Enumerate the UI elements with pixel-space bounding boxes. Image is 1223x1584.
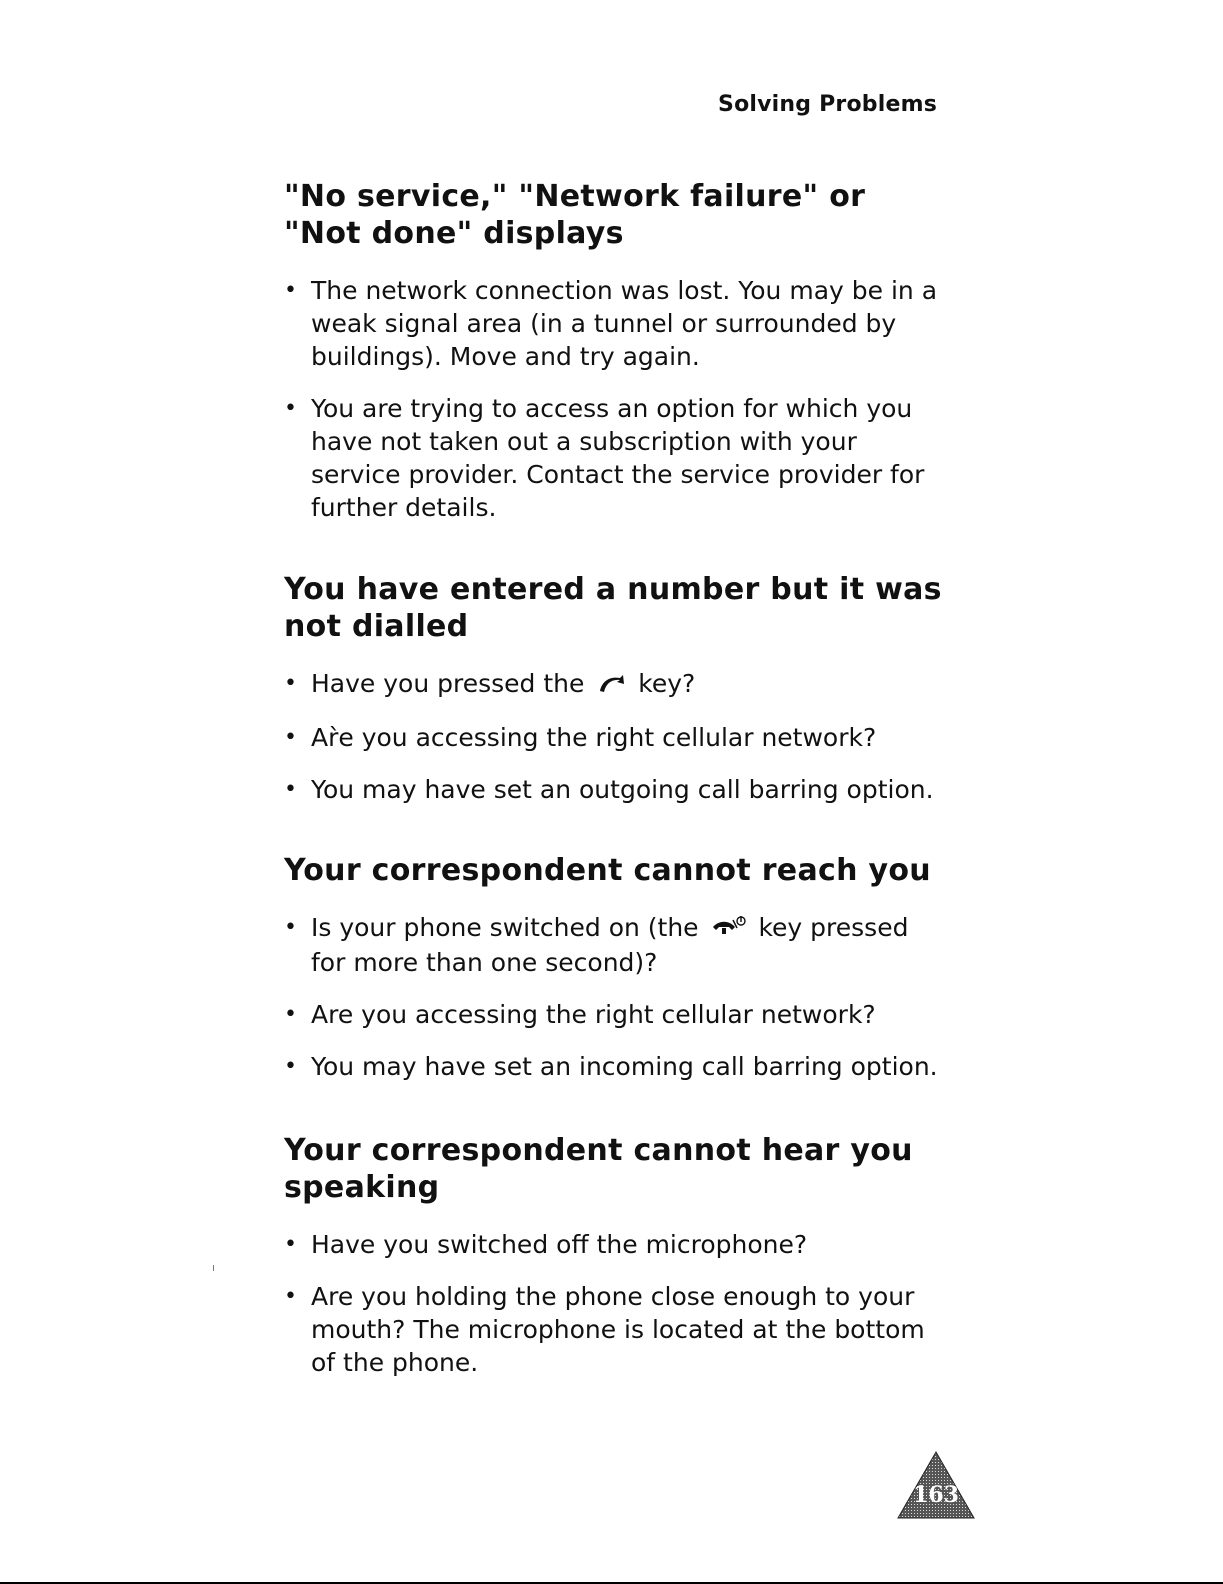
page-number-badge <box>896 1450 976 1520</box>
section-heading: Your correspondent cannot hear you speaking <box>284 1133 913 1205</box>
list-item-text: Is your phone switched on (the <box>311 913 699 942</box>
list-item: • Ar̀e you accessing the right cellular network? <box>284 721 944 754</box>
list-item: • You may have set an outgoing call barring option. <box>284 773 944 806</box>
list-item: • You may have set an incoming call barring option. <box>284 1050 944 1083</box>
section-no-service <box>284 178 944 524</box>
running-head: Solving Problems <box>718 92 937 117</box>
list-item: • The network connection was lost. You may be in a weak signal area (in a tunnel or surrounded by buildings). Move and try again. <box>284 274 944 373</box>
section-heading: "No service," "Network failure" or "Not done" displays <box>284 179 866 251</box>
section-cannot-hear-you <box>284 1132 944 1379</box>
page-number: 163 <box>913 1482 959 1508</box>
list-item-text: key? <box>638 669 696 698</box>
end-power-key-icon <box>711 913 747 946</box>
list-item: • Have you switched off the microphone? <box>284 1228 944 1261</box>
list-item: • You are trying to access an option for which you have not taken out a subscription with your service provider. Contact the service provider for further details. <box>284 392 944 524</box>
section-cannot-reach-you <box>284 852 944 1083</box>
list-item-text: key pressed for more than one second)? <box>311 913 909 977</box>
section-heading: Your correspondent cannot reach you <box>284 853 931 888</box>
bullet-list <box>284 274 944 524</box>
section-heading: You have entered a number but it was not dialled <box>284 572 942 644</box>
list-item-text: Have you pressed the <box>311 669 585 698</box>
bullet-list <box>284 1228 944 1379</box>
bullet-list <box>284 911 944 1083</box>
list-item: • Are you accessing the right cellular network? <box>284 998 944 1031</box>
section-number-not-dialled <box>284 571 944 806</box>
list-item <box>284 667 944 702</box>
bullet-list <box>284 667 944 806</box>
list-item <box>284 911 944 979</box>
scan-speck <box>213 1265 214 1271</box>
list-item: • Are you holding the phone close enough to your mouth? The microphone is located at the bottom of the phone. <box>284 1280 944 1379</box>
send-key-icon <box>596 669 626 702</box>
